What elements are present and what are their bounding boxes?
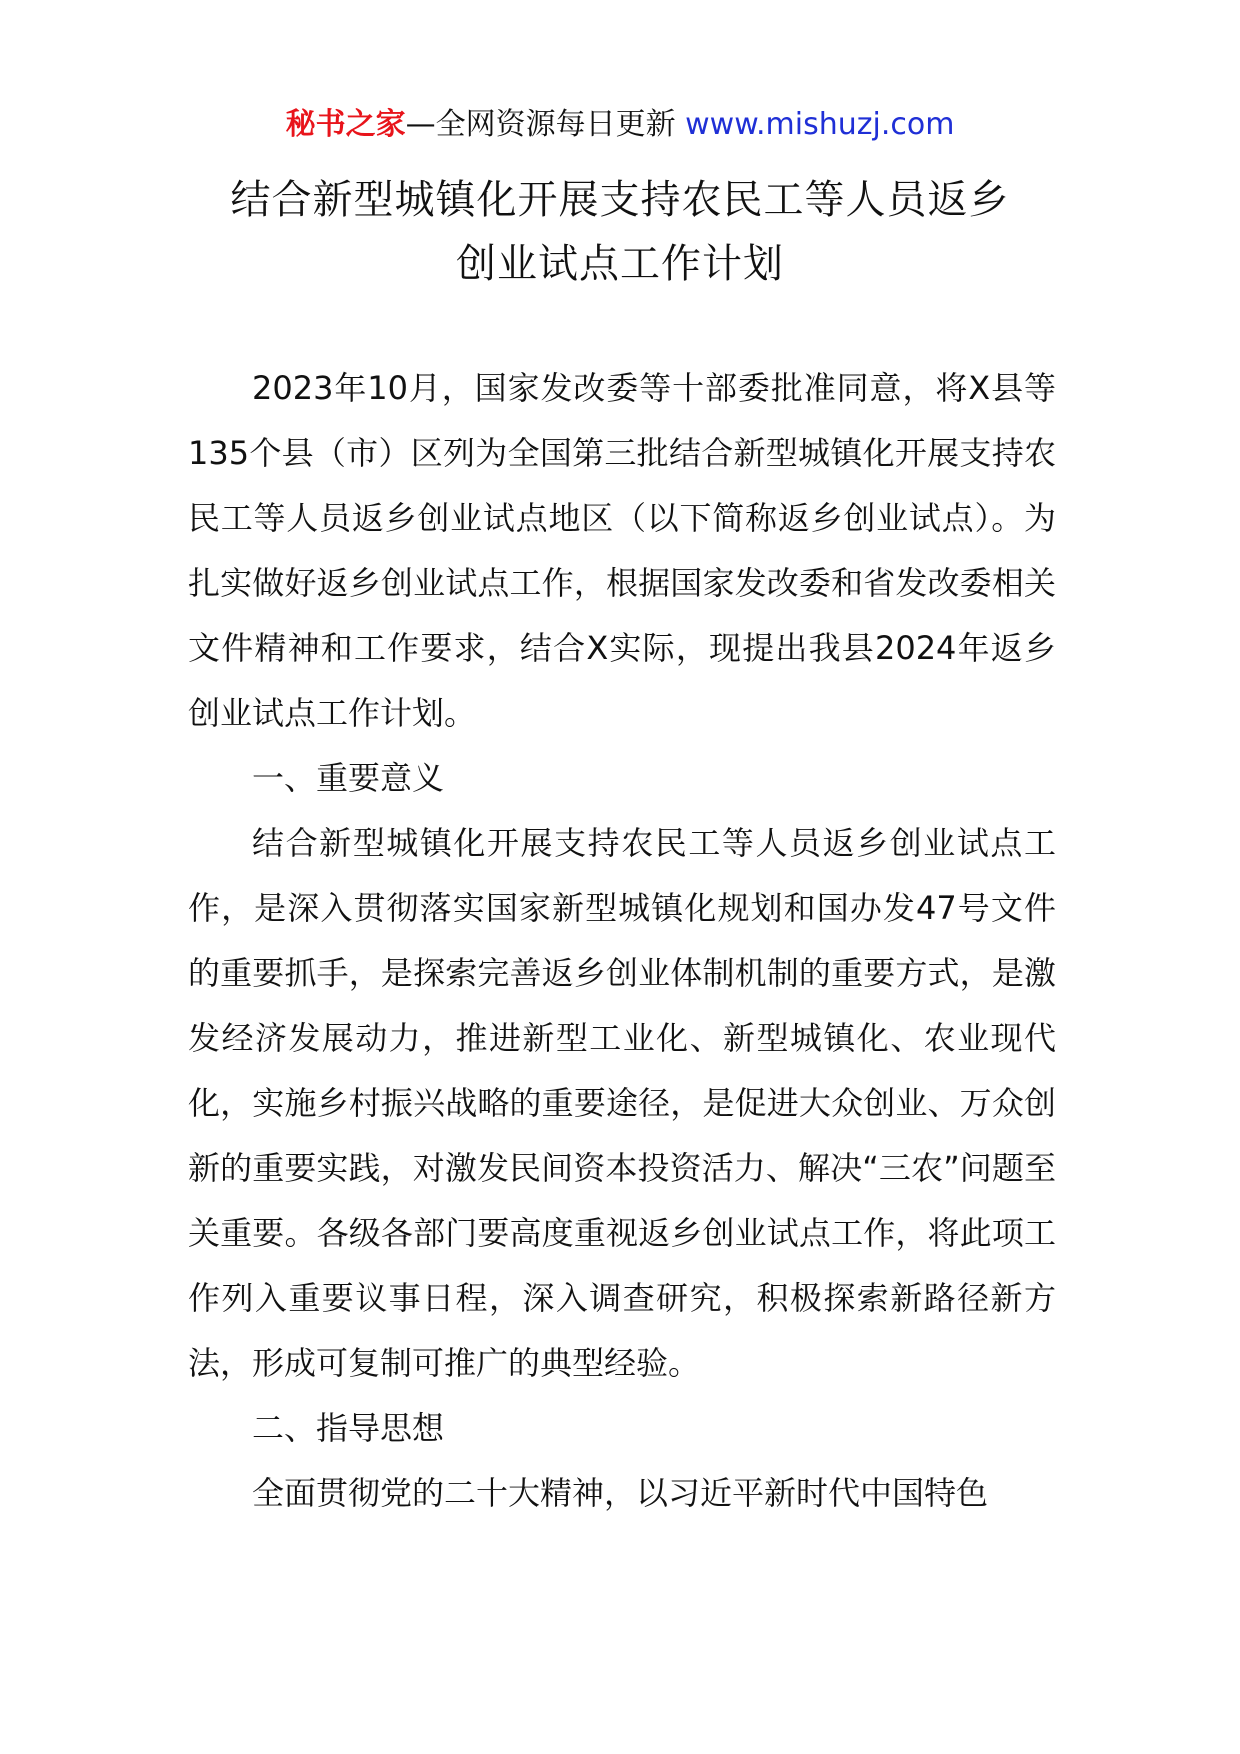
document-body <box>188 356 1056 1526</box>
section-heading-1: 一、重要意义 <box>252 759 445 797</box>
header-tagline: —全网资源每日更新 <box>405 107 686 142</box>
document-title <box>0 168 1240 296</box>
section-heading-2: 二、指导思想 <box>252 1409 445 1447</box>
title-line-1: 结合新型城镇化开展支持农民工等人员返乡 <box>230 177 1010 223</box>
section-paragraph-2: 全面贯彻党的二十大精神，以习近平新时代中国特色 <box>252 1474 989 1512</box>
site-url-link[interactable]: www.mishuzj.com <box>685 107 955 142</box>
title-line-2: 创业试点工作计划 <box>456 241 784 287</box>
section-paragraph-1: 结合新型城镇化开展支持农民工等人员返乡创业试点工作，是深入贯彻落实国家新型城镇化规划和国办发47号文件的重要抓手，是探索完善返乡创业体制机制的重要方式，是激发经济发展动力，推进新型工业化、新型城镇化、农业现代化，实施乡村振兴战略的重要途径，是促进大众创业、万众创新的重要实践，对激发民间资本投资活力、解决“三农”问题至关重要。各级各部门要高度重视返乡创业试点工作，将此项工作列入重要议事日程，深入调查研究，积极探索新路径新方法，形成可复制可推广的典型经验。 <box>188 824 1056 1382</box>
brand-name: 秘书之家 <box>285 107 406 142</box>
intro-paragraph: 2023年10月，国家发改委等十部委批准同意，将X县等135个县（市）区列为全国第三批结合新型城镇化开展支持农民工等人员返乡创业试点地区（以下简称返乡创业试点）。为扎实做好返乡创业试点工作，根据国家发改委和省发改委相关文件精神和工作要求，结合X实际，现提出我县2024年返乡创业试点工作计划。 <box>188 369 1056 732</box>
site-header <box>0 104 1240 146</box>
